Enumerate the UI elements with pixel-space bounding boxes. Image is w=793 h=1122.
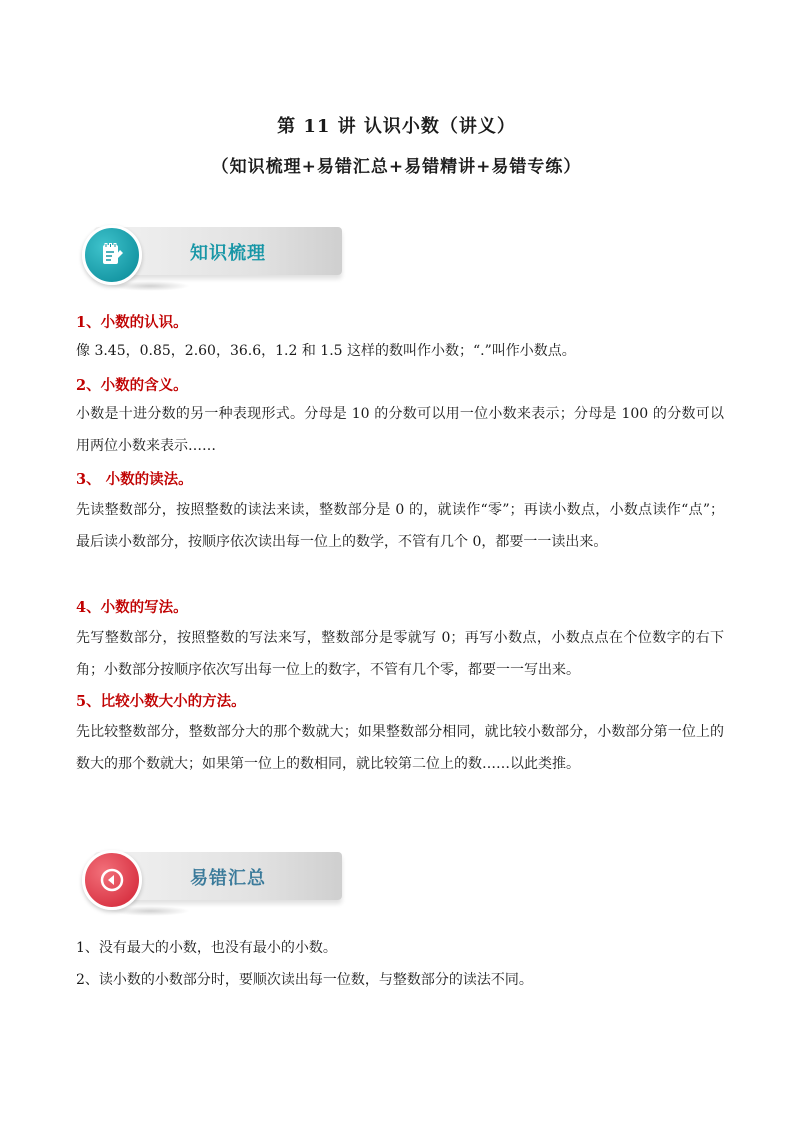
item-1-text: 像 3.45，0.85，2.60，36.6，1.2 和 1.5 这样的数叫作小数；“.”叫作小数点。: [76, 343, 576, 359]
notepad-pen-icon: [82, 225, 142, 285]
item-5-text: 先比较整数部分，整数部分大的那个数就大；如果整数部分相同，就比较小数部分，小数部分第一位上的数大的那个数就大；如果第一位上的数相同，就比较第二位上的数……以此类推。: [76, 724, 724, 772]
item-5-heading: 5、比较小数大小的方法。: [76, 693, 246, 710]
mistake-item-2: 2、读小数的小数部分时，要顺次读出每一位数，与整数部分的读法不同。: [76, 972, 533, 988]
item-2-text: 小数是十进分数的另一种表现形式。分母是 10 的分数可以用一位小数来表示；分母是 100 的分数可以用两位小数来表示……: [76, 406, 724, 454]
banner-label: 易错汇总: [190, 868, 266, 889]
mistakes-banner: [80, 852, 342, 904]
banner-label: 知识梳理: [190, 243, 266, 264]
page-subtitle: （知识梳理+易错汇总+易错精讲+易错专练）: [211, 157, 582, 177]
item-3-heading: 3、 小数的读法。: [76, 471, 193, 488]
item-4-text: 先写整数部分，按照整数的写法来写，整数部分是零就写 0；再写小数点，小数点点在个位数字的右下角；小数部分按顺序依次写出每一位上的数字，不管有几个零，都要一一写出来。: [76, 630, 724, 678]
item-1-heading: 1、小数的认识。: [76, 314, 188, 331]
item-4-heading: 4、小数的写法。: [76, 599, 188, 616]
item-3-text: 先读整数部分，按照整数的读法来读，整数部分是 0 的，就读作“零”；再读小数点，小数点读作“点”；最后读小数部分，按顺序依次读出每一位上的数学，不管有几个 0，都要一一读出来。: [76, 502, 724, 550]
play-back-icon: [82, 850, 142, 910]
mistake-item-1: 1、没有最大的小数，也没有最小的小数。: [76, 940, 337, 956]
knowledge-banner: [80, 227, 342, 279]
page-title: 第 11 讲 认识小数（讲义）: [277, 116, 516, 137]
item-2-heading: 2、小数的含义。: [76, 377, 188, 394]
